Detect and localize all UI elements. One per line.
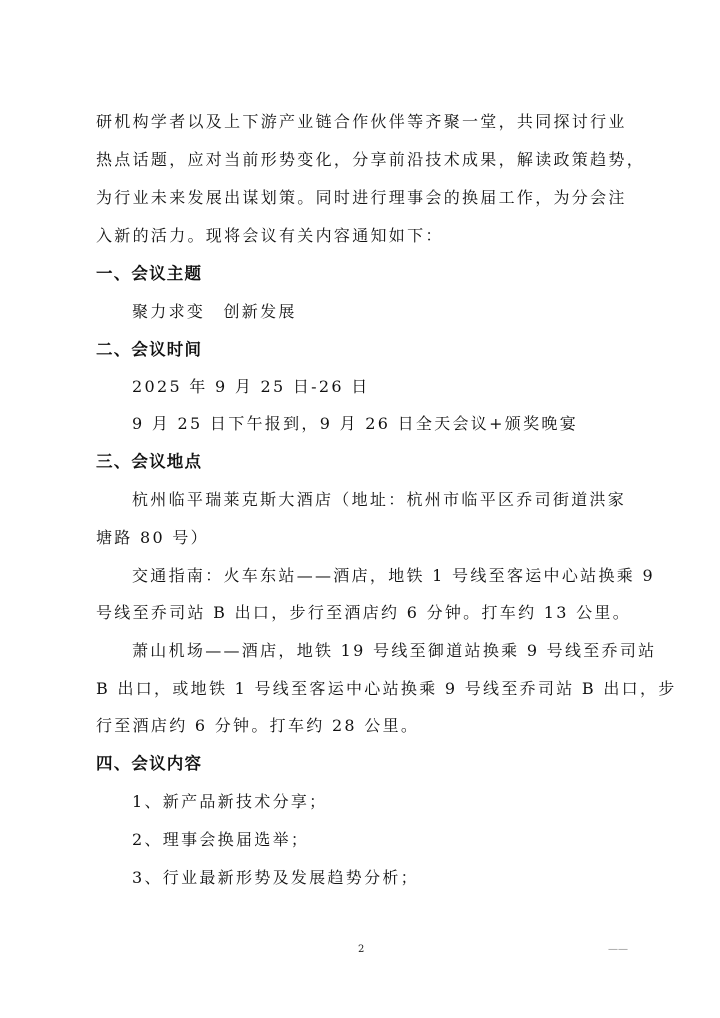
venue-address-line-1: 杭州临平瑞莱克斯大酒店（地址：杭州市临平区乔司街道洪家 [132,490,627,509]
intro-line-2: 热点话题，应对当前形势变化，分享前沿技术成果，解读政策趋势， [96,150,646,169]
section-heading-theme: 一、会议主题 [96,264,203,283]
time-date: 2025 年 9 月 25 日-26 日 [132,377,370,396]
content-item-2: 2、理事会换届选举； [132,830,310,849]
content-item-1: 1、新产品新技术分享； [132,792,328,811]
content-item-3: 3、行业最新形势及发展趋势分析； [132,868,419,887]
transport-airport-line-1: 萧山机场——酒店，地铁 19 号线至御道站换乘 9 号线至乔司站 [132,641,657,660]
intro-line-3: 为行业未来发展出谋划策。同时进行理事会的换届工作，为分会注 [96,188,627,207]
venue-address-line-2: 塘路 80 号） [96,528,209,547]
page-number: 2 [358,944,365,955]
intro-line-4: 入新的活力。现将会议有关内容通知如下： [96,226,444,245]
transport-train-line-2: 号线至乔司站 B 出口，步行至酒店约 6 分钟。打车约 13 公里。 [96,603,632,622]
transport-airport-line-3: 行至酒店约 6 分钟。打车约 28 公里。 [96,716,420,735]
theme-text: 聚力求变 创新发展 [132,302,297,321]
section-heading-venue: 三、会议地点 [96,452,203,471]
time-schedule: 9 月 25 日下午报到，9 月 26 日全天会议+颁奖晚宴 [132,414,579,433]
transport-train-line-1: 交通指南：火车东站——酒店，地铁 1 号线至客运中心站换乘 9 [132,566,655,585]
section-heading-content: 四、会议内容 [96,754,203,773]
transport-airport-line-2: B 出口，或地铁 1 号线至客运中心站换乘 9 号线至乔司站 B 出口，步 [96,679,677,698]
section-heading-time: 二、会议时间 [96,340,203,359]
intro-line-1: 研机构学者以及上下游产业链合作伙伴等齐聚一堂，共同探讨行业 [96,112,627,131]
footer-dash: —— [608,944,628,955]
